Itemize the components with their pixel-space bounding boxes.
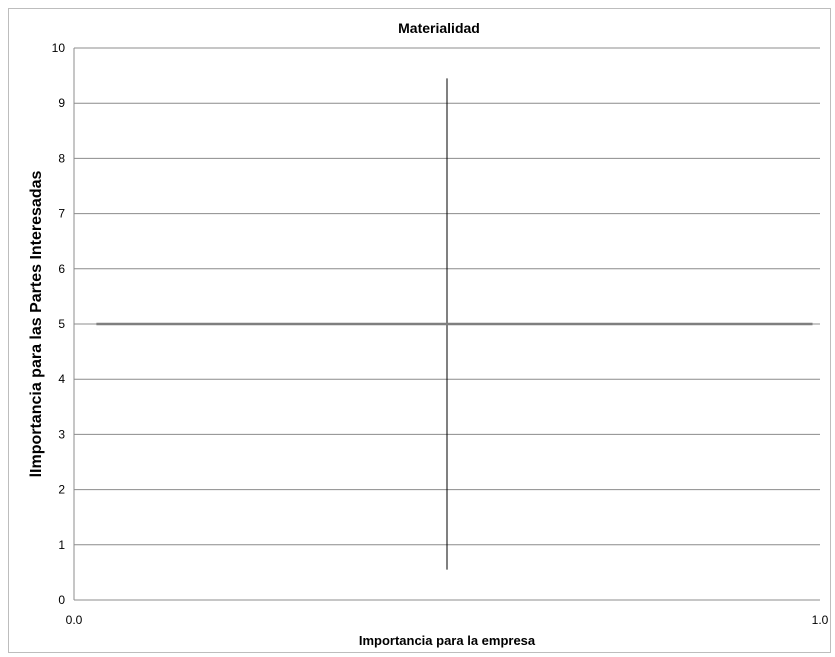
x-tick-labels bbox=[66, 613, 829, 627]
y-tick-label: 8 bbox=[58, 151, 65, 166]
x-tick-label: 0.0 bbox=[65, 613, 83, 627]
x-axis-title: Importancia para la empresa bbox=[358, 633, 536, 648]
x-tick-label: 1.0 bbox=[811, 613, 829, 627]
reference-lines bbox=[96, 78, 812, 569]
y-tick-label: 0 bbox=[58, 593, 65, 607]
y-tick-label: 4 bbox=[58, 372, 65, 387]
y-tick-label: 9 bbox=[58, 96, 65, 111]
chart-title: Materialidad bbox=[398, 20, 480, 36]
y-axis-title: lImportancia para las Partes Interesadas bbox=[28, 170, 45, 478]
y-tick-label: 10 bbox=[51, 41, 65, 55]
y-tick-label: 2 bbox=[58, 482, 65, 497]
y-tick-label: 1 bbox=[58, 537, 65, 552]
y-tick-labels bbox=[52, 41, 66, 607]
y-tick-label: 5 bbox=[58, 317, 65, 331]
y-tick-label: 7 bbox=[58, 206, 65, 221]
y-tick-label: 6 bbox=[58, 261, 65, 276]
y-tick-label: 3 bbox=[58, 427, 65, 442]
